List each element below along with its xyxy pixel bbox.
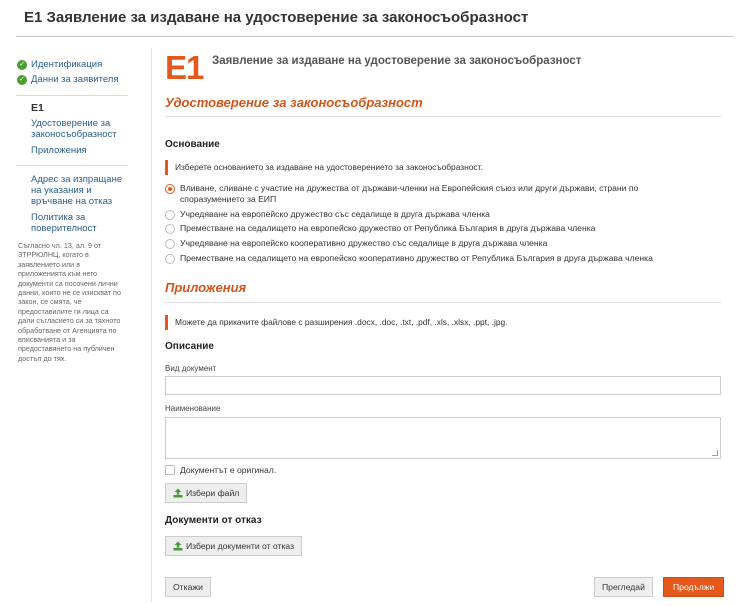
sidebar-item-address[interactable]: Адрес за изпращане на указания и връчване на отказ [31, 174, 123, 207]
option-label: Вливане, сливане с участие на дружества от държави-членки на Европейския съюз или други държави, страни по споразумението за ЕИП [180, 183, 639, 204]
check-circle-icon: ✓ [17, 75, 27, 85]
section-divider [165, 116, 721, 117]
form-title: Заявление за издаване на удостоверение за законосъобразност [212, 55, 582, 67]
upload-icon [173, 541, 183, 551]
refusal-docs-label: Документи от отказ [165, 515, 262, 526]
original-checkbox-row[interactable] [165, 465, 276, 475]
section-divider [165, 302, 721, 303]
preview-button[interactable] [594, 577, 653, 597]
sidebar-item-label: Идентификация [31, 59, 103, 70]
sidebar-item-privacy-policy[interactable]: Политика за поверителност [31, 212, 97, 234]
description-label: Описание [165, 341, 214, 352]
option-label: Преместване на седалището на европейско кооперативно дружество от Република България в друга държава членка [180, 253, 653, 263]
original-checkbox-label: Документът е оригинал. [180, 465, 277, 475]
radio-button-selected[interactable] [165, 184, 175, 194]
sidebar-current-code: E1 [31, 102, 44, 114]
basis-option-sce-relocation[interactable] [165, 253, 653, 264]
cancel-button[interactable] [165, 577, 211, 597]
sidebar-item-label: Данни за заявителя [31, 74, 119, 85]
choose-refusal-docs-button[interactable] [165, 536, 302, 556]
continue-button-label: Продължи [673, 582, 715, 592]
form-code-badge: E1 [165, 49, 204, 86]
original-checkbox[interactable] [165, 465, 175, 475]
sidebar-separator [151, 48, 152, 603]
sidebar-item-certificate[interactable]: Удостоверение за законосъобразност [31, 118, 117, 140]
continue-button[interactable] [663, 577, 724, 597]
basis-label: Основание [165, 139, 220, 150]
check-circle-icon: ✓ [17, 60, 27, 70]
sidebar-item-identification[interactable] [17, 59, 102, 70]
doc-type-label: Вид документ [165, 364, 217, 373]
cancel-button-label: Откажи [173, 582, 203, 592]
radio-button[interactable] [165, 224, 175, 234]
choose-file-label: Избери файл [186, 488, 240, 498]
basis-option-merger[interactable] [165, 183, 705, 205]
basis-option-sce-founding[interactable] [165, 238, 547, 249]
preview-button-label: Прегледай [602, 582, 645, 592]
sidebar-divider [16, 165, 128, 166]
resize-grip-icon[interactable] [712, 450, 718, 456]
doc-type-input[interactable] [165, 376, 721, 395]
radio-button[interactable] [165, 254, 175, 264]
section-title-attachments: Приложения [165, 280, 247, 295]
basis-note: Изберете основанието за издаване на удостоверението за законосъобразност. [165, 160, 483, 175]
option-label: Учредяване на европейско дружество със седалище в друга държава членка [180, 209, 490, 219]
sidebar-divider [16, 95, 128, 96]
choose-file-button[interactable] [165, 483, 247, 503]
option-label: Преместване на седалището на европейско дружество от Република България в друга държава членка [180, 223, 596, 233]
section-title-certificate: Удостоверение за законосъобразност [165, 95, 423, 110]
radio-button[interactable] [165, 210, 175, 220]
basis-option-se-relocation[interactable] [165, 223, 595, 234]
choose-refusal-docs-label: Избери документи от отказ [186, 541, 295, 551]
privacy-note: Съгласно чл. 13, ал. 9 от ЗТРРЮЛНЦ, когато в заявлението или в приложенията към него документи са посочени лични данни, които не се изискват по закон, се смята, че предоставилите ги лица са дали съгласието си за тяхното обработване от Агенцията по вписванията и за предоставянето на публичен достъп до тях. [18, 241, 121, 363]
option-label: Учредяване на европейско кооперативно дружество със седалище в друга държава членка [180, 238, 548, 248]
main-content [165, 0, 725, 606]
basis-option-se-founding[interactable] [165, 209, 490, 220]
sidebar-item-applicant[interactable] [17, 74, 118, 85]
radio-button[interactable] [165, 239, 175, 249]
sidebar-item-attachments[interactable]: Приложения [31, 145, 87, 156]
page-title: E1 Заявление за издаване на удостоверение за законосъобразност [24, 9, 529, 26]
name-textarea[interactable] [165, 417, 721, 459]
upload-note: Можете да прикачите файлове с разширения .docx, .doc, .txt, .pdf, .xls, .xlsx, .ppt, .jpg. [165, 315, 508, 330]
upload-icon [173, 488, 183, 498]
name-label: Наименование [165, 404, 221, 413]
